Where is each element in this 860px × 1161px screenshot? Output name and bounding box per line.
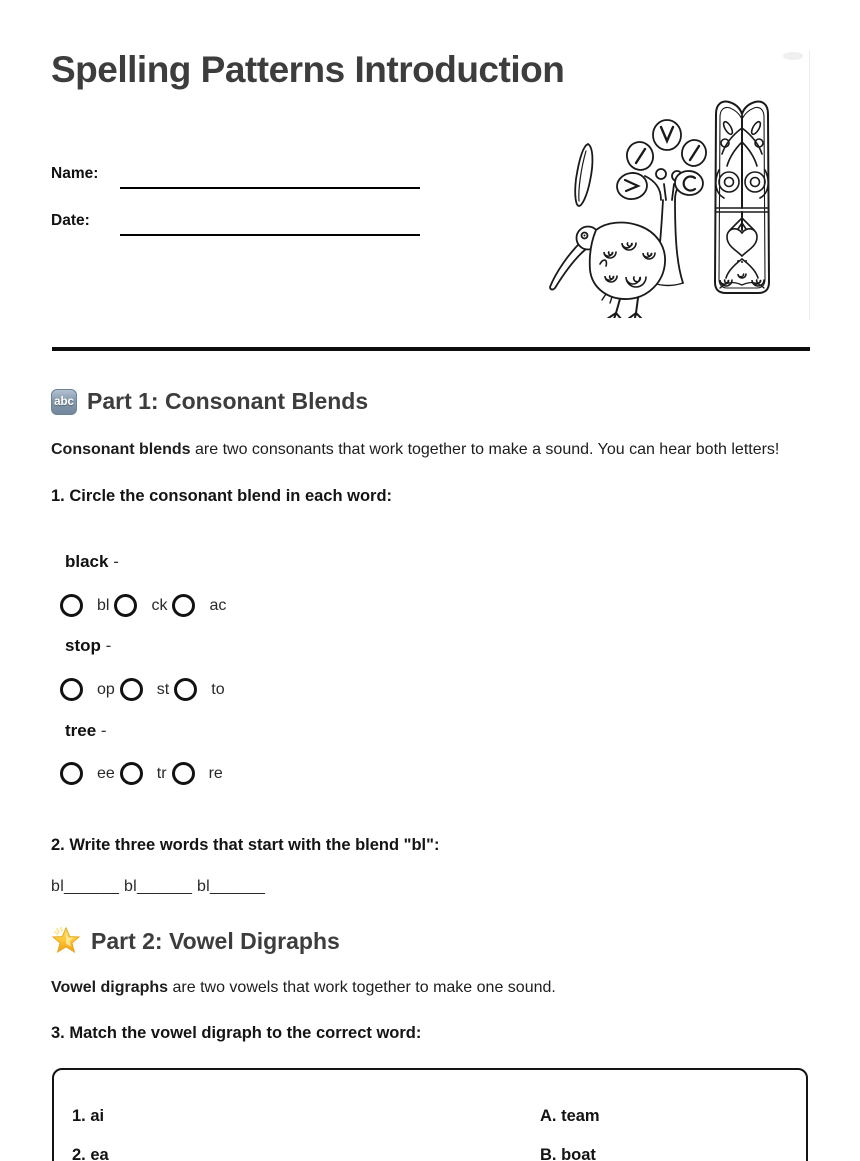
option-label-to: to	[211, 680, 225, 698]
part2-heading-text: Part 2: Vowel Digraphs	[91, 927, 340, 954]
word-tree-dash: -	[96, 721, 107, 740]
part2-intro-rest: are two vowels that work together to make one sound.	[168, 979, 556, 996]
option-label-ee: ee	[97, 764, 115, 782]
question-2: 2. Write three words that start with the blend "bl":	[51, 836, 440, 854]
word-stop-dash: -	[100, 636, 112, 655]
kiwi-bird	[550, 223, 665, 318]
radio-stop-op[interactable]	[60, 678, 83, 701]
word-black-dash: -	[108, 552, 119, 571]
part2-heading	[51, 926, 340, 956]
feather	[575, 144, 592, 206]
abc-icon-text: abc	[54, 395, 74, 408]
option-label-tr: tr	[156, 764, 167, 782]
option-label-bl: bl	[97, 596, 110, 614]
word-tree	[65, 721, 107, 741]
name-label: Name:	[51, 165, 99, 182]
option-label-re: re	[208, 764, 223, 782]
word-stop-text: stop	[65, 636, 101, 655]
match-left-ea: 2. ea	[72, 1146, 109, 1161]
name-input-line[interactable]	[120, 187, 420, 189]
option-label-st: st	[156, 680, 170, 698]
abc-icon	[51, 389, 77, 415]
match-right-team: A. team	[540, 1107, 600, 1125]
kiwi-illustration	[548, 50, 810, 320]
date-input-line[interactable]	[120, 234, 420, 236]
radio-black-bl[interactable]	[60, 594, 83, 617]
page-title: Spelling Patterns Introduction	[51, 49, 565, 90]
radio-stop-st[interactable]	[120, 678, 143, 701]
match-right-boat: B. boat	[540, 1146, 596, 1161]
blend-options-tree	[60, 762, 228, 785]
carved-panel	[715, 102, 769, 294]
section-divider	[52, 347, 810, 351]
part2-intro	[51, 979, 556, 997]
match-row-2	[72, 1145, 806, 1161]
glowing-star-icon	[51, 926, 81, 956]
bl-write-blanks: bl______ bl______ bl______	[51, 878, 266, 895]
blend-options-stop	[60, 678, 230, 701]
word-black	[65, 552, 119, 572]
blend-options-black	[60, 594, 231, 617]
part1-heading-text: Part 1: Consonant Blends	[87, 388, 369, 414]
option-label-ac: ac	[209, 596, 227, 614]
option-label-op: op	[97, 680, 115, 698]
question-1: 1. Circle the consonant blend in each word:	[51, 487, 393, 505]
matching-box	[52, 1068, 808, 1161]
question-3: 3. Match the vowel digraph to the correct word:	[51, 1024, 422, 1042]
part1-intro-bold: Consonant blends	[51, 441, 191, 458]
match-row-1	[72, 1106, 806, 1126]
radio-black-ac[interactable]	[172, 594, 195, 617]
match-left-ai: 1. ai	[72, 1107, 105, 1125]
radio-black-ck[interactable]	[114, 594, 137, 617]
option-label-ck: ck	[151, 596, 168, 614]
word-black-text: black	[65, 552, 109, 571]
part2-intro-bold: Vowel digraphs	[51, 979, 169, 996]
radio-tree-ee[interactable]	[60, 762, 83, 785]
radio-stop-to[interactable]	[174, 678, 197, 701]
word-tree-text: tree	[65, 721, 97, 740]
radio-tree-tr[interactable]	[120, 762, 143, 785]
part1-intro	[51, 441, 779, 459]
word-stop	[65, 636, 111, 656]
radio-tree-re[interactable]	[172, 762, 195, 785]
part1-heading	[51, 388, 368, 415]
part1-intro-rest: are two consonants that work together to make a sound. You can hear both letters!	[190, 441, 780, 458]
date-label: Date:	[51, 212, 90, 229]
